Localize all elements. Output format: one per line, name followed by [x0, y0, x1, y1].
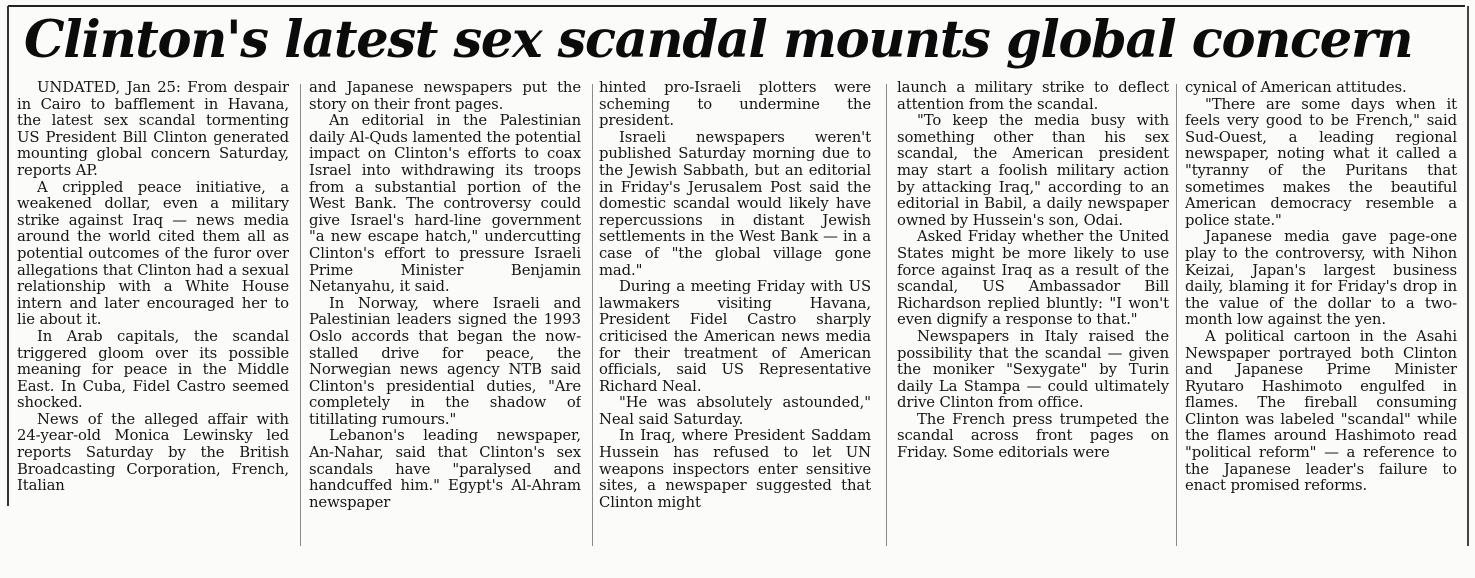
article-column-1	[17, 80, 289, 550]
paragraph: Lebanon's leading newspaper, An-Nahar, said that Clinton's sex scandals have "paralysed and handcuffed him." Egypt's Al-Ahram newspaper	[309, 427, 581, 511]
paragraph: cynical of American attitudes.	[1185, 80, 1407, 96]
paragraph: launch a military strike to deflect attention from the scandal.	[897, 80, 1169, 113]
article-column-4	[897, 80, 1169, 550]
article-headline: Clinton's latest sex scandal mounts global concern	[24, 10, 1413, 70]
article-body	[17, 80, 1457, 550]
paragraph: A crippled peace initiative, a weakened dollar, even a military strike against Iraq — news media around the world cited them all as potential outcomes of the furor over allegations that Clinton had a sexual relationship with a White House intern and later encouraged her to lie about it.	[17, 178, 289, 329]
paragraph: In Norway, where Israeli and Palestinian leaders signed the 1993 Oslo accords that began the now-stalled drive for peace, the Norwegian news agency NTB said Clinton's presidential duties, "Are completely in the shadow of titillating rumours."	[309, 294, 581, 428]
paragraph: An editorial in the Palestinian daily Al-Quds lamented the potential impact on Clinton's efforts to coax Israel into withdrawing its troops from a substantial portion of the West Bank. The controversy could give Israel's hard-line government "a new escape hatch," undercutting Clinton's effort to pressure Israeli Prime Minister Benjamin Netanyahu, it said.	[309, 112, 581, 296]
paragraph: "There are some days when it feels very good to be French," said Sud-Ouest, a leading regional newspaper, noting what it called a "tyranny of the Puritans that sometimes makes the beautiful American democracy resemble a police state."	[1185, 95, 1457, 229]
paragraph: A political cartoon in the Asahi Newspaper portrayed both Clinton and Japanese Prime Minister Ryutaro Hashimoto engulfed in flames. The fireball consuming Clinton was labeled "scandal" while the flames around Hashimoto read "political reform" — a reference to the Japanese leader's failure to enact promised reforms.	[1185, 327, 1457, 495]
paragraph: In Arab capitals, the scandal triggered gloom over its possible meaning for peace in the Middle East. In Cuba, Fidel Castro seemed shocked.	[17, 327, 289, 412]
paragraph: "He was absolutely astounded," Neal said Saturday.	[599, 394, 871, 428]
paragraph: Newspapers in Italy raised the possibility that the scandal — given the moniker "Sexygate" by Turin daily La Stampa — could ultimately drive Clinton from office.	[897, 327, 1169, 412]
paragraph: hinted pro-Israeli plotters were scheming to undermine the president.	[599, 80, 871, 130]
right-border-rule	[1467, 6, 1469, 546]
paragraph: The French press trumpeted the scandal across front pages on Friday. Some editorials were	[897, 410, 1169, 462]
paragraph: "To keep the media busy with something other than his sex scandal, the American president may start a foolish military action by attacking Iraq," according to an editorial in Babil, a daily newspaper owned by Hussein's son, Odai.	[897, 112, 1169, 229]
article-column-2	[309, 80, 581, 550]
paragraph: Japanese media gave page-one play to the controversy, with Nihon Keizai, Japan's largest business daily, blaming it for Friday's drop in the value of the dollar to a two-month low against the yen.	[1185, 228, 1457, 329]
paragraph: During a meeting Friday with US lawmakers visiting Havana, President Fidel Castro sharply criticised the American news media for their treatment of American officials, said US Representative Richard Neal.	[599, 278, 871, 395]
left-border-rule	[7, 6, 9, 506]
paragraph: UNDATED, Jan 25: From despair in Cairo to bafflement in Havana, the latest sex scandal tormenting US President Bill Clinton generated mounting global concern Saturday, reports AP.	[17, 80, 289, 179]
paragraph: Asked Friday whether the United States might be more likely to use force against Iraq as a result of the scandal, US Ambassador Bill Richardson replied bluntly: "I won't even dignify a response to that."	[897, 228, 1169, 329]
paragraph: In Iraq, where President Saddam Hussein has refused to let UN weapons inspectors enter sensitive sites, a newspaper suggested that Clinton might	[599, 427, 871, 511]
article-column-3	[599, 80, 871, 550]
paragraph: and Japanese newspapers put the story on their front pages.	[309, 80, 581, 113]
top-border-rule	[8, 5, 1465, 7]
paragraph: News of the alleged affair with 24-year-old Monica Lewinsky led reports Saturday by the British Broadcasting Corporation, French, Italian	[17, 410, 289, 495]
article-column-5	[1185, 80, 1457, 550]
paragraph: Israeli newspapers weren't published Saturday morning due to the Jewish Sabbath, but an editorial in Friday's Jerusalem Post said the domestic scandal would likely have repercussions in distant Jewish settlements in the West Bank — in a case of "the global village gone mad."	[599, 128, 871, 279]
